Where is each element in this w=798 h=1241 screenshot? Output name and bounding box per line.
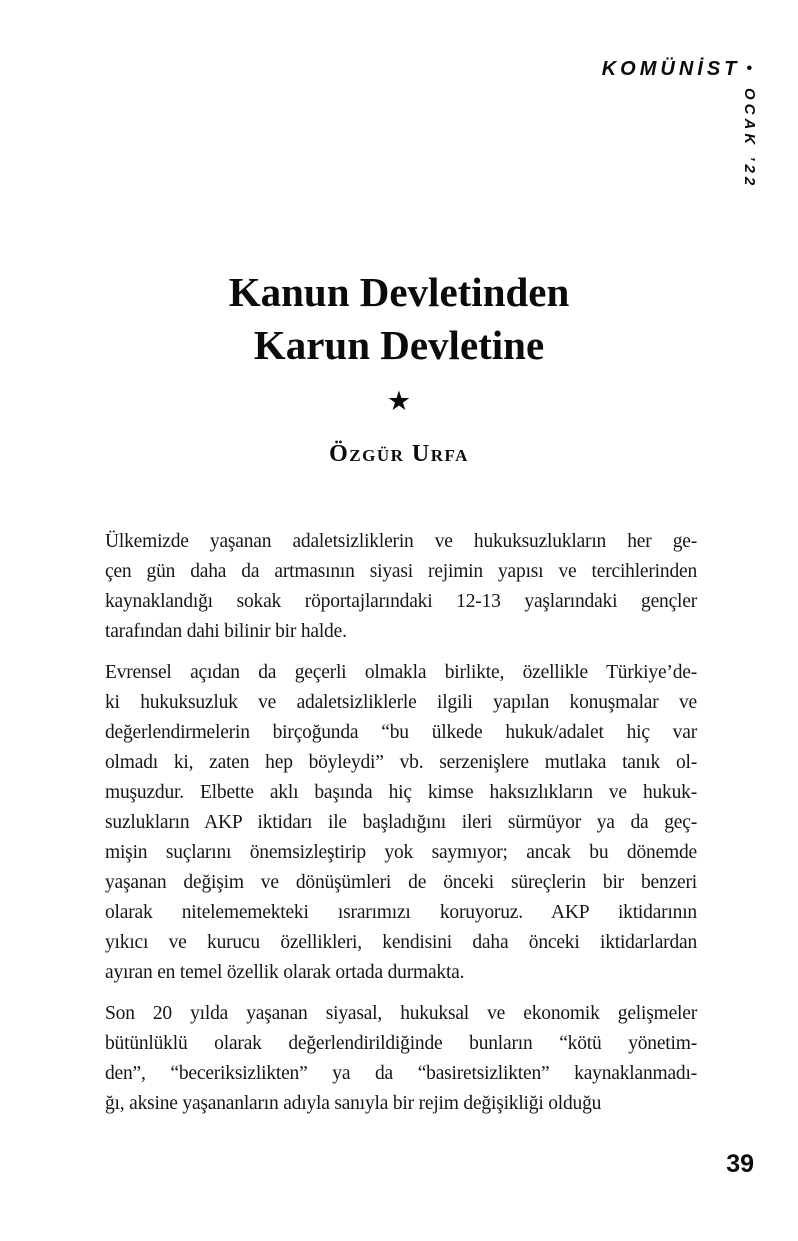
body-line: suzlukların AKP iktidarı ile başladığını ileri sürmüyor ya da geç-	[105, 812, 697, 833]
body-line: değerlendirmelerin birçoğunda “bu ülkede hukuk/adalet hiç var	[105, 722, 697, 743]
body-line: Ülkemizde yaşanan adaletsizliklerin ve hukuksuzlukların her ge-	[105, 531, 697, 552]
body-line: ki hukuksuzluk ve adaletsizliklerle ilgili yapılan konuşmalar ve	[105, 692, 697, 713]
body-line: Son 20 yılda yaşanan siyasal, hukuksal ve ekonomik gelişmeler	[105, 1003, 697, 1024]
body-line: yaşanan değişim ve dönüşümleri de önceki süreçlerin bir benzeri	[105, 872, 697, 893]
author-name: Özgür Urfa	[329, 441, 469, 467]
body-line: olmadı ki, zaten hep böyleydi” vb. serzenişlere mutlaka tanık ol-	[105, 752, 697, 773]
body-line: ğı, aksine yaşananların adıyla sanıyla bir rejim değişikliği olduğu	[105, 1093, 602, 1114]
body-paragraph	[105, 658, 697, 988]
body-line: olarak nitelememekteki ısrarımızı koruyoruz. AKP iktidarının	[105, 902, 697, 923]
header-bullet-icon: •	[746, 60, 752, 77]
body-paragraph	[105, 527, 697, 647]
issue-date-vertical: OCAK ’22	[741, 88, 758, 190]
body-line: çen gün daha da artmasının siyasi rejimin yapısı ve tercihlerinden	[105, 561, 697, 582]
article-title	[0, 266, 798, 372]
magazine-title: KOMÜNİST	[601, 58, 741, 80]
body-paragraph	[105, 999, 697, 1119]
article-body	[105, 527, 697, 1119]
body-line: mişin suçlarını önemsizleştirip yok saymıyor; ancak bu dönemde	[105, 842, 697, 863]
body-line: yıkıcı ve kurucu özellikleri, kendisini daha önceki iktidarlardan	[105, 932, 697, 953]
article-title-line-1: Kanun Devletinden	[228, 269, 570, 315]
body-line: kaynaklandığı sokak röportajlarındaki 12-13 yaşlarındaki gençler	[105, 591, 697, 612]
magazine-header	[602, 58, 752, 81]
body-line: tarafından dahi bilinir bir halde.	[105, 621, 347, 642]
page-number: 39	[726, 1150, 754, 1178]
star-divider-icon: ★	[386, 386, 412, 416]
body-line: den”, “beceriksizlikten” ya da “basiretsizlikten” kaynaklanmadı-	[105, 1063, 697, 1084]
body-line: muşuzdur. Elbette aklı başında hiç kimse haksızlıkların ve hukuk-	[105, 782, 697, 803]
body-line: bütünlüklü olarak değerlendirildiğinde bunların “kötü yönetim-	[105, 1033, 697, 1054]
body-line: ayıran en temel özellik olarak ortada durmakta.	[105, 962, 465, 983]
article-title-line-2: Karun Devletine	[253, 322, 545, 368]
body-line: Evrensel açıdan da geçerli olmakla birlikte, özellikle Türkiye’de-	[105, 662, 697, 683]
